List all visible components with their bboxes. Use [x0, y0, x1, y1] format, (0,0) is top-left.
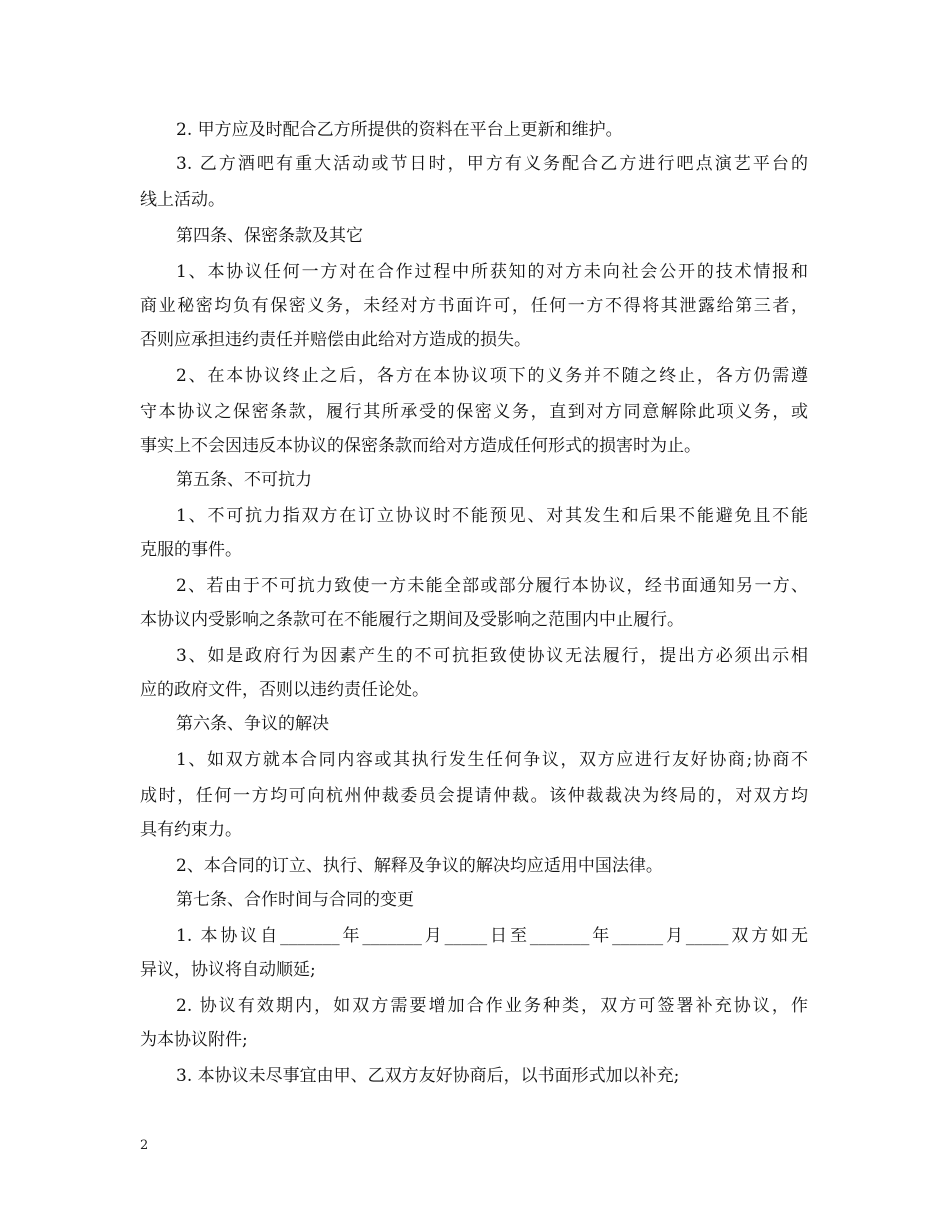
- text-line: 3. 本协议未尽事宜由甲、乙双方友好协商后，以书面形式加以补充;: [176, 1066, 680, 1086]
- text-line: 2. 协议有效期内，如双方需要增加合作业务种类，双方可签署补充协议，作: [176, 996, 808, 1016]
- text-line: 具有约束力。: [140, 820, 242, 840]
- text-line: 2、若由于不可抗力致使一方未能全部或部分履行本协议，经书面通知另一方、: [176, 576, 808, 596]
- text-line: 1、不可抗力指双方在订立协议时不能预见、对其发生和后果不能避免且不能: [176, 506, 808, 526]
- text-line: 1、如双方就本合同内容或其执行发生任何争议，双方应进行友好协商;协商不: [176, 750, 808, 770]
- text-line: 3、如是政府行为因素产生的不可抗拒致使协议无法履行，提出方必须出示相: [176, 646, 808, 666]
- section-heading: 第五条、不可抗力: [176, 470, 312, 490]
- page-number: 2: [140, 1138, 149, 1153]
- text-line: 1. 本协议自_______年_______月_____日至_______年______月_____双方如无: [176, 926, 808, 946]
- text-line: 应的政府文件，否则以违约责任论处。: [140, 680, 429, 700]
- text-line: 1、本协议任何一方对在合作过程中所获知的对方未向社会公开的技术情报和: [176, 262, 808, 282]
- text-line: 守本协议之保密条款，履行其所承受的保密义务，直到对方同意解除此项义务，或: [140, 402, 808, 422]
- text-line: 成时，任何一方均可向杭州仲裁委员会提请仲裁。该仲裁裁决为终局的，对双方均: [140, 786, 808, 806]
- text-line: 否则应承担违约责任并赔偿由此给对方造成的损失。: [140, 330, 531, 350]
- section-heading: 第七条、合作时间与合同的变更: [176, 890, 414, 910]
- text-line: 事实上不会因违反本协议的保密条款而给对方造成任何形式的损害时为止。: [140, 436, 701, 456]
- text-line: 本协议内受影响之条款可在不能履行之期间及受影响之范围内中止履行。: [140, 610, 684, 630]
- text-line: 2、在本协议终止之后，各方在本协议项下的义务并不随之终止，各方仍需遵: [176, 366, 808, 386]
- text-line: 2、本合同的订立、执行、解释及争议的解决均应适用中国法律。: [176, 856, 663, 876]
- section-heading: 第四条、保密条款及其它: [176, 226, 363, 246]
- text-line: 为本协议附件;: [140, 1030, 248, 1050]
- text-line: 异议，协议将自动顺延;: [140, 960, 316, 980]
- text-line: 克服的事件。: [140, 540, 242, 560]
- text-line: 商业秘密均负有保密义务，未经对方书面许可，任何一方不得将其泄露给第三者，: [140, 296, 808, 316]
- text-line: 3. 乙方酒吧有重大活动或节日时，甲方有义务配合乙方进行吧点演艺平台的: [176, 154, 808, 174]
- text-line: 线上活动。: [140, 190, 225, 210]
- text-line: 2. 甲方应及时配合乙方所提供的资料在平台上更新和维护。: [176, 120, 623, 140]
- section-heading: 第六条、争议的解决: [176, 714, 329, 734]
